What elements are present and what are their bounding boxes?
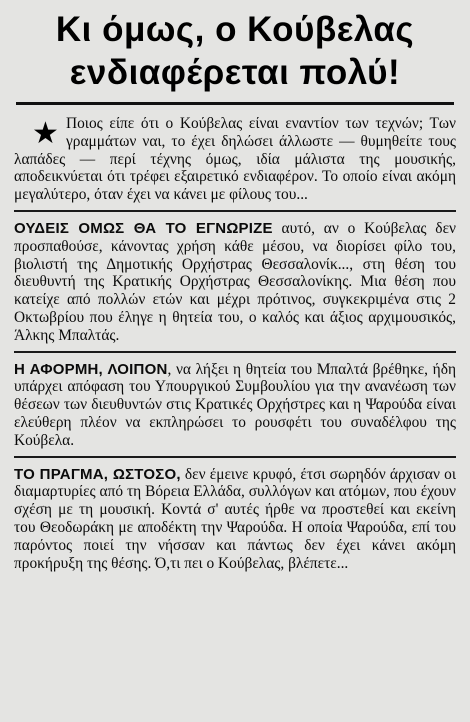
section-divider bbox=[14, 210, 456, 212]
intro-paragraph bbox=[14, 115, 456, 204]
paragraph-2 bbox=[14, 361, 456, 450]
paragraph-3-lead: ΤΟ ΠΡΑΓΜΑ, ΩΣΤΟΣΟ, bbox=[14, 465, 181, 483]
headline-line-2: ενδιαφέρεται πολύ! bbox=[69, 53, 401, 92]
paragraph-1-text: αυτό, αν ο Κούβελας δεν προσπαθούσε, κάνοντας χρήση κάθε μέσου, να διορίσει φίλο του, βιολιστή της Δημοτικής Ορχήστρας Θεσσαλονίκ..., στη θέση του διευθυντή της Κρατικής Ορχήστρας Θεσσαλονίκης. Μια θέση που κατείχε από πολλών ετών και μέχρι πρότινος, συγκεκριμένα στις 2 Οκτωβρίου που έληγε η θητεία του, ο καλός και άξιος αρχιμουσικός, Άλκης Μπαλτάς. bbox=[14, 219, 456, 344]
paragraph-2-lead: Η ΑΦΟΡΜΗ, ΛΟΙΠΟΝ bbox=[14, 360, 168, 378]
headline-line-1: Κι όμως, ο Κούβελας bbox=[55, 10, 415, 49]
paragraph-1-lead: ΟΥΔΕΙΣ ΟΜΩΣ ΘΑ ΤΟ ΕΓΝΩΡΙΖΕ bbox=[14, 219, 273, 237]
star-icon: ★ bbox=[32, 117, 59, 150]
paragraph-2-text: , να λήξει η θητεία του Μπαλτά βρέθηκε, ήδη υπάρχει απόφαση του Υπουργικού Συμβουλίου για την ανανέωση των θέσεων των διευθυντών στις Κρατικές Ορχήστρες και η Ψαρούδα είναι ελεύθερη πλέον να εκπληρώσει το ρουσφέτι του συναδέλφου της Κούβελα. bbox=[14, 360, 456, 449]
paragraph-3-text: δεν έμεινε κρυφό, έτσι σωρηδόν άρχισαν οι διαμαρτυρίες από τη Βόρεια Ελλάδα, συλλόγων και ατόμων, που έχουν σχέση με τη μουσική. Κοντά σ' αυτές ήρθε να προστεθεί και εκείνη του Θεοδωράκη με αποδέκτη την Ψαρούδα. Η οποία Ψαρούδα, επί του παρόντος ποιεί την νήσσαν και πάντως δεν έχει κάνει ακόμη προκήρυξη της θέσης. Ό,τι πει ο Κούβελας, βλέπετε... bbox=[14, 465, 456, 572]
paragraph-3 bbox=[14, 466, 456, 573]
headline-rule bbox=[16, 102, 454, 105]
intro-text: Ποιος είπε ότι ο Κούβελας είναι εναντίον των τεχνών; Των γραμμάτων ναι, το έχει δηλώσει άλλωστε — θυμηθείτε τους λαπάδες — περί τέχνης όμως, ιδία μάλιστα της μουσικής, αποδεικνύεται ότι τρέφει εξαιρετικό ενδιαφέρον. Το οποίο είναι ακόμη μεγαλύτερο, όταν έχει να κάνει με φίλους του... bbox=[14, 115, 456, 204]
section-divider bbox=[14, 351, 456, 353]
headline bbox=[14, 8, 456, 94]
section-divider bbox=[14, 456, 456, 458]
paragraph-1 bbox=[14, 220, 456, 345]
